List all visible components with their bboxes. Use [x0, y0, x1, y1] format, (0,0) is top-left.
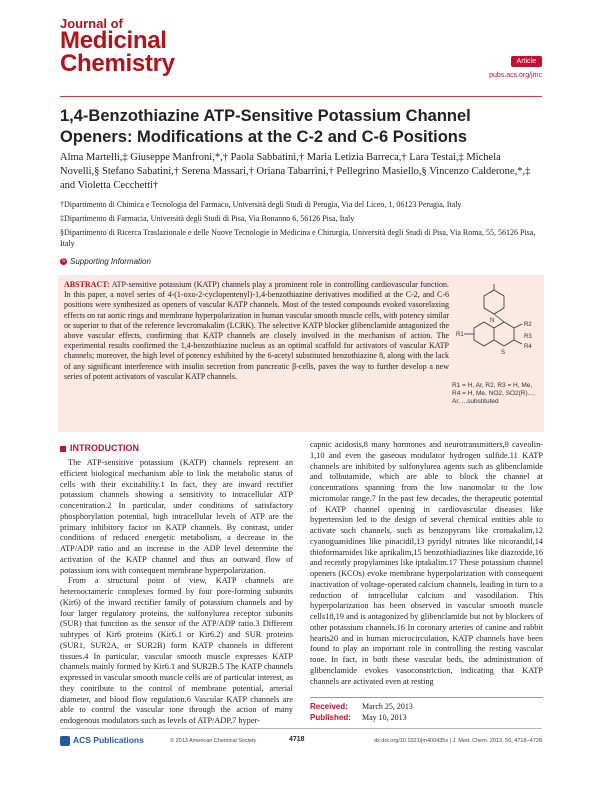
publisher-name: ACS Publications [73, 735, 144, 745]
header-divider [60, 96, 542, 97]
toc-structure-graphic [454, 282, 540, 380]
affiliation: †Dipartimento di Chimica e Tecnologia del Farmaco, Università degli Studi di Perugia, Via del Liceo, 1, 06123 Perugia, Italy [60, 200, 462, 209]
journal-name-line2: Medicinal [60, 27, 167, 55]
body-column-right [310, 440, 543, 687]
abstract-text [64, 280, 449, 382]
journal-logo [60, 18, 175, 76]
dates-divider [310, 697, 543, 698]
supporting-information-link[interactable] [60, 257, 151, 266]
svg-text:R1: R1 [456, 332, 464, 338]
received-label: Received: [310, 702, 348, 711]
copyright-notice: © 2013 American Chemical Society [170, 738, 257, 744]
received-date: March 25, 2013 [362, 702, 413, 711]
journal-name-line1: Journal of [60, 16, 123, 31]
journal-url-link[interactable]: pubs.acs.org/jmc [489, 72, 542, 79]
supporting-info-label: Supporting Information [70, 257, 151, 266]
supporting-info-icon: S [61, 258, 66, 265]
journal-name-line3: Chemistry [60, 50, 175, 78]
section-heading-introduction [60, 443, 139, 453]
svg-text:S: S [501, 350, 506, 356]
doi-citation-link[interactable]: dx.doi.org/10.1021/jm400435x | J. Med. Chem. 2013, 56, 4718−4728 [374, 738, 542, 744]
publication-dates [310, 702, 413, 723]
author-list: Alma Martelli,‡ Giuseppe Manfroni,*,† Paola Sabbatini,† Maria Letizia Barreca,† Lara Testai,‡ Michela Novelli,§ Stefano Sabatini,† Serena Massari,† Oriana Tabarrini,† Pellegrino Masiello,§ Vincenzo Calderone,*,‡ and Violetta Cecchetti† [60, 152, 531, 191]
article-type-badge: Article [511, 56, 542, 67]
acs-publications-logo[interactable] [60, 735, 144, 746]
abstract-label: ABSTRACT: [64, 280, 110, 289]
affiliation: ‡Dipartimento di Farmacia, Università degli Studi di Pisa, Via Bonanno 6, 56126 Pisa, Italy [60, 214, 355, 223]
acs-logo-icon [60, 736, 70, 746]
footer-divider [60, 728, 542, 729]
section-marker-icon [60, 446, 66, 452]
paper-title: 1,4-Benzothiazine ATP-Sensitive Potassium Channel Openers: Modifications at the C-2 and C-6 Positions [60, 107, 471, 146]
toc-caption: R1 = H, Ar, R2, R3 = H, Me, R4 = H, Me, NO2, SO2(R)..., Ar, ...substituted [452, 382, 535, 405]
svg-text:R3: R3 [524, 334, 532, 340]
published-label: Published: [310, 712, 351, 722]
abstract-body: ATP-sensitive potassium (KATP) channels play a prominent role in controlling cardiovascular function. In this paper, a novel series of 4-(1-oxo-2-cyclopentenyl)-1,4-benzothiazine derivatives modified at the C-2, and C-6 positions were synthesized as openers of vascular KATP channels. Most of the tested compounds evoked vasorelaxing effects on rat aortic rings and membrane hyperpolarization in human vascular smooth muscle cells, with potency similar or superior to that of the reference levcromakalim (LCRK). The selective KATP blocker glibenclamide antagonized the above vascular effects, confirming that KATP channels are closely involved in the mechanism of action. The experimental results confirmed the 1,4-benzothiazine nucleus as an optimal scaffold for activators of vascular KATP channels; moreover, the high level of potency exhibited by the 6-acetyl substituted benzothiazine 8, along with the lack of any significant interference with insulin secretion from pancreatic β-cells, paves the way to further develop a new series of potent activators of vascular KATP channels. [64, 280, 449, 381]
body-paragraph: From a structural point of view, KATP channels are heterooctameric complexes formed by four pore-forming subunits (Kir6) of the inward rectifier family of potassium channels and by four larger regulatory proteins, the sulfonylurea receptor subunits (SUR) that function as the sensor of the ATP/ADP ratio.3 Different subtypes of Kir6 proteins (Kir6.1 or Kir6.2) and SUR proteins (SUR1, SUR2A, or SUR2B) form KATP channels in different tissues.4 In particular, vascular smooth muscle expresses KATP channels mainly formed by Kir6.1 and SUR2B.5 The KATP channels expressed in vascular smooth muscle cells are of particular interest, as they contribute to the control of membrane potential, arterial diameter, and blood flow regulation.6 Vascular KATP channels are able to control the vascular tone through the action of many endogenous modulators such as levels of ATP/ADP,7 hyper- [60, 576, 293, 725]
body-paragraph: capnic acidosis,8 many hormones and neurotransmitters,9 caveolin-1,10 and even the gaseous modulator hydrogen sulfide.11 KATP channels are inhibited by sulfonylurea agents such as glibenclamide and tolbutamide, which are able to block the channel at concentrations spanning from the low nanomolar to the low micromolar range.7 In the past few decades, the therapeutic potential of KATP channel opening in cardiovascular diseases like hypertension led to the design of several chemical entities able to activate such channels, such as benzopyrans like cromakalim,12 cyanoguanidines like pinacidil,13 pyridyl nitrates like nicorandil,14 thioformamides like aprikalim,15 benzothiadiazines like diazoxide,16 and recently propylamines like iptakalim.17 These potassium channel openers (KCOs) evoke membrane hyperpolarization with consequent inactivation of voltage-operated calcium channels, leading in turn to a reduction of intracellular calcium and vasodilation. This hyperpolarization has been observed in vascular smooth muscle cells18,19 and is antagonized by glibenclamide but not by blockers of other potassium channels.16 In coronary arteries of canine and rabbit hearts20 and in human microcirculation, KATP channels have been found to play an important role in controlling the resting vascular tone. In fact, in both these vascular beds, the administration of glibenclamide evokes vasoconstriction, indicating that KATP channels are activated even at resting [310, 440, 543, 686]
affiliations [60, 199, 542, 252]
body-column-left [60, 458, 293, 727]
svg-text:N: N [490, 318, 495, 324]
svg-text:R4: R4 [524, 344, 532, 350]
published-date: May 10, 2013 [362, 712, 407, 722]
svg-text:R2: R2 [524, 322, 532, 328]
affiliation: §Dipartimento di Ricerca Traslazionale e delle Nuove Tecnologie in Medicina e Chirurgia, Università degli Studi di Pisa, Via Roma, 55, 56126 Pisa, Italy [60, 228, 536, 248]
body-paragraph: The ATP-sensitive potassium (KATP) channels represent an efficient biological mechanism able to link the metabolic status of cells with their excitability.1 In fact, they are inward rectifier potassium channels showing a sensitivity to intracellular ATP concentration.2 In particular, under conditions of satisfactory phosphorylation potential, high intracellular levels of ATP are the primary inhibitory factor on KATP channels. By contrast, under conditions of reduced energetic metabolism, a decrease in the ATP/ADP ratio and an increase in the ADP level determine the activation of the KATP channel and thus an outward flow of potassium ions with consequent membrane hyperpolarization. [60, 458, 293, 575]
page-number: 4718 [289, 736, 305, 743]
introduction-heading-text: INTRODUCTION [70, 443, 139, 453]
